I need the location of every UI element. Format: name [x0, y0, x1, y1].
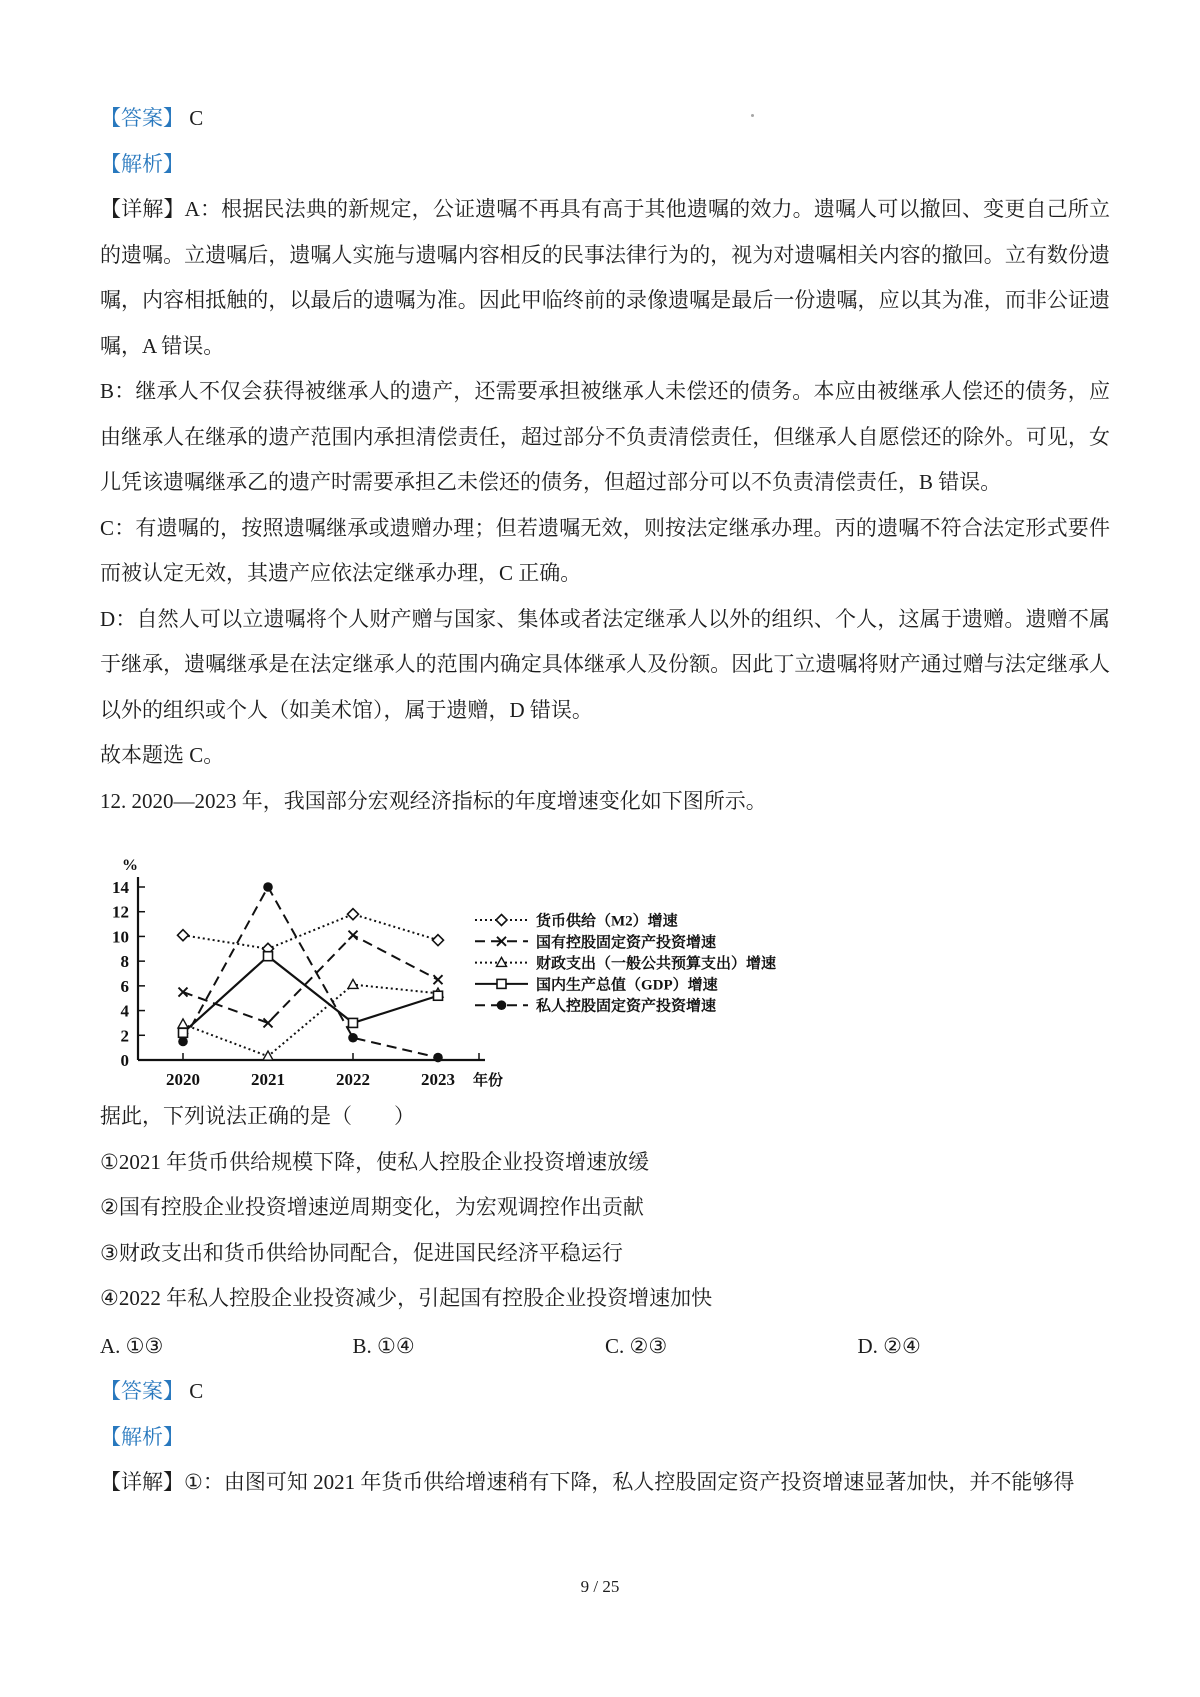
svg-text:12: 12	[112, 902, 129, 922]
option-c: C. ②③	[605, 1333, 668, 1358]
q12-statement-2: ②国有控股企业投资增速逆周期变化，为宏观调控作出贡献	[100, 1195, 644, 1219]
svg-text:2: 2	[120, 1026, 129, 1046]
svg-text:2023: 2023	[421, 1070, 455, 1089]
q11-explanation-d: D：自然人可以立遗嘱将个人财产赠与国家、集体或者法定继承人以外的组织、个人，这属于遗赠。遗赠不属于继承，遗嘱继承是在法定继承人的范围内确定具体继承人及份额。因此丁立遗嘱将财产通过赠与法定继承人以外的组织或个人（如美术馆），属于遗赠，D 错误。	[100, 606, 1110, 722]
q11-conclusion: 故本题选 C。	[100, 743, 225, 767]
svg-text:0: 0	[120, 1051, 129, 1070]
option-d: D. ②④	[857, 1333, 921, 1358]
q11-explanation-a: 【详解】A：根据民法典的新规定，公证遗嘱不再具有高于其他遗嘱的效力。遗嘱人可以撤回、变更自己所立的遗嘱。立遗嘱后，遗嘱人实施与遗嘱内容相反的民事法律行为的，视为对遗嘱相关内容的撤回。立有数份遗嘱，内容相抵触的，以最后的遗嘱为准。因此甲临终前的录像遗嘱是最后一份遗嘱，应以其为准，而非公证遗嘱，A 错误。	[100, 197, 1110, 358]
svg-text:私人控股固定资产投资增速: 私人控股固定资产投资增速	[536, 998, 717, 1015]
svg-text:%: %	[122, 857, 138, 874]
svg-text:货币供给（M2）增速: 货币供给（M2）增速	[536, 913, 678, 930]
macro-indicators-line-chart	[100, 830, 1110, 1092]
q11-explanation-b: B：继承人不仅会获得被继承人的遗产，还需要承担被继承人未偿还的债务。本应由被继承人偿还的债务，应由继承人在继承的遗产范围内承担清偿责任，超过部分不负责清偿责任，但继承人自愿偿还的除外。可见，女儿凭该遗嘱继承乙的遗产时需要承担乙未偿还的债务，但超过部分可以不负责清偿责任，B 错误。	[100, 379, 1110, 494]
q12-statement-1: ①2021 年货币供给规模下降，使私人控股企业投资增速放缓	[100, 1149, 650, 1174]
svg-text:财政支出（一般公共预算支出）增速: 财政支出（一般公共预算支出）增速	[536, 956, 777, 973]
svg-text:2020: 2020	[166, 1070, 200, 1089]
answer-label: 【答案】	[100, 106, 184, 130]
svg-text:2022: 2022	[336, 1070, 370, 1089]
q12-detail: 【详解】①：由图可知 2021 年货币供给增速稍有下降，私人控股固定资产投资增速显著加快，并不能够得	[100, 1470, 1075, 1494]
svg-text:国内生产总值（GDP）增速: 国内生产总值（GDP）增速	[536, 977, 718, 994]
svg-text:10: 10	[112, 927, 129, 947]
stray-ink-dot	[751, 114, 754, 117]
q12-options-row	[100, 1324, 1110, 1370]
svg-text:年份: 年份	[473, 1073, 504, 1089]
footer-page-number: 9 / 25	[580, 1577, 620, 1596]
svg-text:国有控股固定资产投资增速: 国有控股固定资产投资增速	[536, 934, 717, 951]
option-b: B. ①④	[352, 1333, 415, 1358]
q12-answer-value: C	[189, 1379, 204, 1403]
q11-explanation-c: C：有遗嘱的，按照遗嘱继承或遗赠办理；但若遗嘱无效，则按法定继承办理。丙的遗嘱不符合法定形式要件而被认定无效，其遗产应依法定继承办理，C 正确。	[100, 515, 1110, 585]
answer-label: 【答案】	[100, 1379, 184, 1403]
q11-answer-line	[100, 96, 1110, 142]
q12-prompt: 据此，下列说法正确的是（ ）	[100, 1104, 415, 1128]
q12-statement-3: ③财政支出和货币供给协同配合，促进国民经济平稳运行	[100, 1240, 623, 1265]
svg-text:6: 6	[120, 976, 129, 996]
q11-answer-value: C	[189, 106, 204, 130]
chart-svg	[100, 830, 880, 1092]
q12-stem: 12. 2020—2023 年，我国部分宏观经济指标的年度增速变化如下图所示。	[100, 788, 767, 813]
svg-text:8: 8	[120, 952, 129, 972]
option-a: A. ①③	[100, 1333, 164, 1358]
svg-text:4: 4	[120, 1001, 129, 1021]
q12-analysis-label: 【解析】	[100, 1424, 184, 1449]
q11-analysis-label: 【解析】	[100, 151, 184, 176]
q12-answer-line	[100, 1369, 1110, 1415]
svg-text:2021: 2021	[251, 1070, 285, 1089]
q12-statement-4: ④2022 年私人控股企业投资减少，引起国有控股企业投资增速加快	[100, 1286, 713, 1310]
svg-text:14: 14	[112, 878, 129, 897]
